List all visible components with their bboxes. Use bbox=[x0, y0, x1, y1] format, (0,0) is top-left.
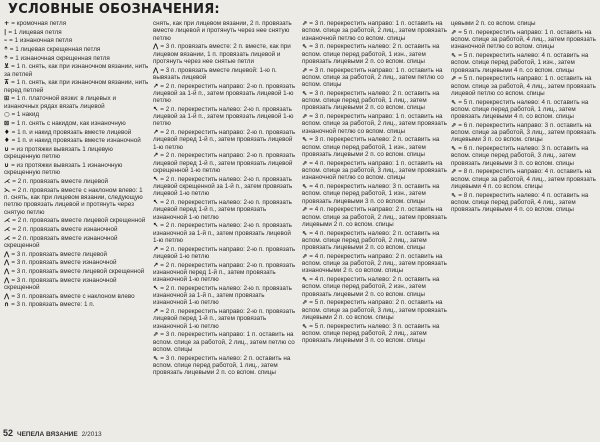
legend-entry bbox=[302, 253, 447, 275]
legend-entry bbox=[302, 206, 447, 228]
legend-column-3 bbox=[302, 20, 447, 422]
legend-text: = 2 п. провязать вместе изнаночной bbox=[12, 226, 118, 234]
legend-text: = 8 п. перекрестить направо: 4 п. оставить на вспом. спице за работой, 4 лиц., затем провязать лицевыми 4 п. со вспом. спицы bbox=[451, 168, 596, 190]
legend-text: снять, как при лицевом вязании, 2 п. провязать вместе лицевой и протянуть через нее снятую петлю bbox=[153, 20, 292, 42]
stitch-symbol-icon: ⇖ bbox=[302, 276, 308, 284]
legend-entry bbox=[302, 136, 447, 158]
legend-entry bbox=[451, 29, 596, 51]
stitch-symbol-icon: ○ bbox=[4, 111, 10, 119]
stitch-symbol-icon: ⇗ bbox=[302, 66, 308, 74]
legend-entry bbox=[302, 20, 447, 42]
legend-entry bbox=[4, 111, 149, 118]
stitch-symbol-icon: ⋀ bbox=[4, 250, 10, 258]
legend-text: = 1 накид bbox=[11, 111, 40, 119]
legend-entry bbox=[4, 301, 149, 308]
legend-text: = 3 п. провязать вместе с наклоном влево bbox=[11, 292, 135, 300]
legend-entry bbox=[153, 246, 298, 261]
legend-entry bbox=[4, 95, 149, 110]
page-number: 52 bbox=[3, 428, 14, 438]
legend-text: = 3 п. перекрестить направо: 1 п. оставить на вспом. спице за работой, 2 лиц., затем провязать изнаночной петлю со вспом. спицы bbox=[302, 20, 447, 42]
stitch-symbol-icon: ᛜ bbox=[4, 46, 8, 54]
legend-entry bbox=[153, 43, 298, 65]
legend-text: = 1 п. и накид провязать вместе изнаночной bbox=[11, 137, 141, 145]
stitch-symbol-icon: ↖ bbox=[153, 222, 159, 230]
legend-text: = 5 п. перекрестить налево: 3 п. оставить на вспом. спице перед работой, 2 лиц., затем провязать лицевыми 3 п. со вспом. спицы bbox=[302, 322, 440, 345]
stitch-symbol-icon: ↖ bbox=[153, 175, 159, 183]
legend-entry bbox=[451, 122, 596, 144]
stitch-symbol-icon: ⋀ bbox=[4, 259, 10, 267]
legend-text: = 1 лицевая петля bbox=[8, 28, 62, 36]
legend-text: = 3 п. перекрестить налево: 2 п. оставить на вспом. спице перед работой, 1 лиц., затем провязать лицевыми 2 п. со вспом. спицы bbox=[153, 354, 291, 377]
legend-text: = 2 п. провязать вместе изнаночной скрещенной bbox=[4, 234, 118, 250]
legend-text: = 5 п. перекрестить направо: 1 п. оставить на вспом. спице за работой, 4 лиц., затем провязать изнаночной петлю со вспом. спицы bbox=[451, 28, 596, 51]
legend-entry bbox=[153, 285, 298, 307]
stitch-symbol-icon: ↖ bbox=[153, 105, 159, 113]
legend-text: = 6 п. перекрестить направо: 3 п. оставить на вспом. спице за работой, 3 лиц., затем провязать лицевыми 3 п. со вспом. спицы bbox=[451, 121, 596, 144]
stitch-symbol-icon: ⇖ bbox=[302, 182, 308, 190]
stitch-symbol-icon: ⋀ bbox=[4, 276, 10, 284]
legend-entry bbox=[302, 230, 447, 252]
stitch-symbol-icon: ⊠ bbox=[4, 120, 10, 128]
legend-entry bbox=[4, 20, 149, 27]
legend-column-1 bbox=[4, 20, 149, 422]
legend-text: = 3 п. провязать вместе изнаночной bbox=[11, 259, 117, 267]
legend-columns bbox=[4, 20, 596, 422]
stitch-symbol-icon: ⇖ bbox=[302, 43, 308, 51]
stitch-symbol-icon: ⇖ bbox=[302, 229, 308, 237]
stitch-symbol-icon: ⋌ bbox=[4, 234, 11, 242]
stitch-symbol-icon: ↗ bbox=[153, 245, 159, 253]
journal-name: ЧЕПЕЛА ВЯЗАНИЕ bbox=[17, 431, 78, 438]
legend-text: = 2 п. перекрестить направо: 2-ю п. провязать изнаночной перед 1-й п., затем провязать изнаночной 1-ю петлю bbox=[153, 261, 296, 284]
legend-text: = кромочная петля bbox=[11, 20, 67, 27]
legend-text: = 2 п. перекрестить налево: 2-ю п. провязать изнаночной за 1-й п., затем провязать лицевой 1-ю петлю bbox=[153, 222, 292, 244]
legend-text: цевыми 2 п. со вспом. спицы bbox=[451, 20, 536, 27]
legend-text: = 3 п. провязать вместе изнаночной скрещенной bbox=[4, 276, 117, 292]
stitch-symbol-icon: ⇖ bbox=[302, 89, 308, 97]
legend-text: = 3 п. перекрестить направо: 1 п. оставить на вспом. спице за работой, 2 лиц., затем провязать изнаночной петлю со вспом. спицы bbox=[302, 113, 447, 135]
legend-entry bbox=[4, 146, 149, 161]
legend-text: = 5 п. перекрестить направо: 1 п. оставить на вспом. спице за работой, 4 лиц., затем провязать лицевой петлю со вспом. спицы bbox=[451, 75, 596, 97]
legend-entry bbox=[302, 323, 447, 345]
legend-entry bbox=[153, 20, 298, 42]
stitch-symbol-icon: ⇗ bbox=[153, 331, 159, 339]
legend-text: = 5 п. перекрестить направо: 2 п. оставить на вспом. спице за работой, 3 лиц., затем провязать лицевыми 2 п. со вспом. спицы bbox=[302, 299, 447, 321]
legend-entry bbox=[302, 183, 447, 205]
legend-entry bbox=[4, 63, 149, 78]
legend-entry bbox=[153, 222, 298, 244]
legend-text: = 2 п. перекрестить налево: 2-ю п. провязать изнаночной за 1-й п., затем провязать изнаночной 1-ю петлю bbox=[153, 284, 292, 307]
legend-text: = 2 п. перекрестить налево: 2-ю п. провязать лицевой за 1-й п., затем провязать лицевой 1-ю петлю bbox=[153, 105, 294, 128]
legend-entry bbox=[4, 162, 149, 177]
legend-entry bbox=[4, 293, 149, 300]
legend-text: = 3 п. перекрестить налево: 2 п. оставить на вспом. спице перед работой, 1 изн., затем провязать лицевыми 2 п. со вспом. спицы bbox=[302, 136, 440, 158]
stitch-symbol-icon: ↖ bbox=[153, 284, 159, 292]
legend-text: = 1 изнаночная петля bbox=[9, 37, 73, 45]
legend-text: = 2 п. перекрестить направо: 2-ю п. провязать лицевой 1-ю петлю bbox=[153, 245, 296, 260]
legend-entry bbox=[4, 46, 149, 53]
legend-text: = 2 п. перекрестить направо: 2-ю п. провязать лицевой перед 1-й п., затем провязать изнаночной 1-ю петлю bbox=[153, 308, 296, 330]
legend-text: = 1 п. снять, как при изнаночном вязании, нить за петлей bbox=[4, 63, 149, 78]
stitch-symbol-icon: ⋋ bbox=[4, 186, 11, 194]
legend-text: = 3 п. перекрестить направо: 1 п. оставить на вспом. спице за работой, 2 лиц., затем петлю со вспом. спицы bbox=[302, 66, 444, 89]
legend-text: = 3 п. провязать вместе лицевой bbox=[11, 250, 108, 258]
legend-entry bbox=[4, 235, 149, 250]
stitch-symbol-icon: ⇖ bbox=[451, 191, 457, 199]
legend-entry bbox=[4, 251, 149, 258]
stitch-symbol-icon: ⇗ bbox=[451, 75, 457, 83]
legend-entry bbox=[153, 129, 298, 151]
stitch-symbol-icon: ∩ bbox=[4, 301, 10, 309]
stitch-symbol-icon: ⇗ bbox=[302, 159, 308, 167]
legend-text: = 2 п. перекрестить направо: 2-ю п. провязать лицевой перед 1-й п., затем провязать лицевой 1-ю петлю bbox=[153, 129, 296, 151]
legend-entry bbox=[302, 43, 447, 65]
legend-entry bbox=[153, 262, 298, 284]
legend-text: = 3 п. перекрестить налево: 2 п. оставить на вспом. спице перед работой, 1 лиц., затем провязать лицевыми 2 п. со вспом. спицы bbox=[302, 89, 440, 112]
stitch-symbol-icon: ⋌ bbox=[4, 178, 11, 186]
legend-entry bbox=[4, 187, 149, 216]
legend-entry bbox=[451, 75, 596, 97]
legend-text: = 1 п. снять с накидом, как изнаночную bbox=[11, 120, 126, 128]
legend-column-2 bbox=[153, 20, 298, 422]
stitch-symbol-icon: ⋌ bbox=[4, 226, 11, 234]
legend-entry bbox=[153, 106, 298, 128]
legend-entry bbox=[4, 129, 149, 136]
legend-entry bbox=[153, 331, 298, 353]
legend-entry bbox=[4, 79, 149, 94]
legend-text: = 1 п. снять, как при изнаночном вязании, нить перед петлей bbox=[4, 79, 149, 94]
stitch-symbol-icon: ⋌ bbox=[4, 217, 11, 225]
stitch-symbol-icon: ∪ bbox=[4, 146, 10, 154]
legend-text: = 4 п. перекрестить направо: 1 п. оставить на вспом. спице за работой, 3 лиц., затем провязать изнаночной петлю со вспом. спицы bbox=[302, 159, 447, 182]
legend-text: = 2 п. перекрестить налево: 2-ю п. провязать лицевой перед 1-й п., затем провязать изнаночной 1-ю петлю bbox=[153, 198, 292, 221]
legend-entry bbox=[302, 90, 447, 112]
stitch-symbol-icon: ⇖ bbox=[302, 136, 308, 144]
legend-text: = 1 изнаночная скрещенная петля bbox=[9, 54, 110, 62]
legend-entry bbox=[153, 308, 298, 330]
legend-text: = 5 п. перекрестить налево: 4 п. оставить на вспом. спице перед работой, 1 лиц., затем провязать лицевыми 4 п. со вспом. спицы bbox=[451, 98, 589, 121]
issue-number: 2/2013 bbox=[81, 431, 102, 438]
legend-entry bbox=[451, 168, 596, 190]
legend-entry bbox=[4, 277, 149, 292]
legend-text: = 3 п. провязать вместе: 2 п. вместе, как при лицевом вязании, 1 п. провязать лицевой и протянуть через нее снятые петли bbox=[153, 43, 291, 65]
stitch-symbol-icon: ⇗ bbox=[451, 168, 457, 176]
legend-text: = 2 п. провязать вместе лицевой bbox=[12, 178, 108, 186]
legend-entry bbox=[4, 120, 149, 127]
stitch-symbol-icon: ♦ bbox=[4, 137, 10, 145]
page-footer bbox=[3, 428, 102, 438]
stitch-symbol-icon: ⇗ bbox=[302, 206, 308, 214]
legend-text: = 4 п. перекрестить налево: 3 п. оставить на вспом. спице перед работой, 1 изн., затем провязать лицевыми 3 п. со вспом. спицы bbox=[302, 182, 440, 205]
legend-entry bbox=[4, 137, 149, 144]
legend-entry bbox=[153, 83, 298, 105]
stitch-symbol-icon: ⋀ bbox=[4, 292, 10, 300]
legend-entry bbox=[302, 276, 447, 298]
stitch-symbol-icon: ↗ bbox=[153, 308, 159, 316]
stitch-symbol-icon: ⇗ bbox=[302, 113, 308, 121]
legend-text: = 1 п. и накид провязать вместе лицевой bbox=[11, 128, 132, 136]
stitch-symbol-icon: ⊼ bbox=[4, 79, 10, 87]
legend-text: = 2 п. перекрестить налево: 2-ю п. провязать лицевой скрещенной за 1-й п., затем провязать лицевой 1-ю петлю bbox=[153, 175, 293, 198]
legend-entry bbox=[302, 299, 447, 321]
legend-text: = 4 п. перекрестить налево: 2 п. оставить на вспом. спице перед работой, 2 лиц., затем провязать лицевыми 2 п. со вспом. спицы bbox=[302, 229, 440, 252]
legend-entry bbox=[153, 67, 298, 82]
legend-text: = 4 п. перекрестить направо: 2 п. оставить на вспом. спице за работой, 2 лиц., затем провязать изнаночными 2 п. со вспом. спицы bbox=[302, 252, 447, 275]
legend-text: = из протяжки вывязать 1 лицевую скрещенную петлю bbox=[4, 146, 113, 161]
legend-text: = из протяжки вывязать 1 изнаночную скрещенную петлю bbox=[4, 162, 123, 177]
legend-entry bbox=[4, 259, 149, 266]
legend-entry bbox=[302, 160, 447, 182]
stitch-symbol-icon: ⇗ bbox=[302, 299, 308, 307]
stitch-symbol-icon: ⋀ bbox=[153, 66, 159, 74]
legend-text: = 3 п. провязать вместе лицевой скрещенной bbox=[11, 268, 145, 276]
legend-entry bbox=[451, 99, 596, 121]
legend-entry bbox=[451, 145, 596, 167]
legend-text: = 3 п. перекрестить направо: 1 п. оставить на вспом. спице за работой, 2 лиц., затем петлю со вспом. спицы bbox=[153, 331, 295, 353]
legend-text: = 3 п. провязать вместе лицевой: 1-ю п. вывязать лицевой bbox=[153, 66, 277, 81]
stitch-symbol-icon: ⇖ bbox=[451, 98, 457, 106]
legend-entry bbox=[451, 192, 596, 214]
stitch-symbol-icon: ⇖ bbox=[451, 51, 457, 59]
legend-text: = 5 п. перекрестить налево: 4 п. оставить на вспом. спице перед работой, 1 изн., затем провязать лицевыми 4 п. со вспом. спицы bbox=[451, 51, 589, 74]
legend-text: = 3 п. провязать вместе: 1 п. bbox=[11, 301, 95, 309]
stitch-symbol-icon: ↗ bbox=[153, 82, 159, 90]
stitch-symbol-icon: ↗ bbox=[153, 261, 159, 269]
stitch-symbol-icon: ∪ bbox=[4, 162, 10, 170]
stitch-symbol-icon: ⇗ bbox=[302, 252, 308, 260]
legend-entry bbox=[4, 226, 149, 233]
stitch-symbol-icon: – bbox=[4, 37, 8, 45]
legend-entry bbox=[451, 20, 596, 27]
legend-entry bbox=[451, 52, 596, 74]
legend-text: = 1 п. платочной вязки: в лицевых и изнаночных рядах вязать лицевой bbox=[4, 95, 116, 110]
stitch-symbol-icon: ⇖ bbox=[451, 145, 457, 153]
stitch-symbol-icon: ⊻ bbox=[4, 63, 10, 71]
legend-column-4 bbox=[451, 20, 596, 422]
legend-entry bbox=[153, 355, 298, 377]
legend-text: = 3 п. перекрестить налево: 2 п. оставить на вспом. спице перед работой, 1 изн., затем провязать лицевыми 2 п. со вспом. спицы bbox=[302, 43, 440, 65]
stitch-symbol-icon: ⊞ bbox=[4, 95, 10, 103]
stitch-symbol-icon: ↗ bbox=[153, 129, 159, 137]
legend-entry bbox=[4, 217, 149, 224]
stitch-symbol-icon: ↖ bbox=[153, 198, 159, 206]
legend-text: = 2 п. перекрестить направо: 2-ю п. провязать лицевой перед 1-й п., затем провязать лицевой скрещенной 1-ю петлю bbox=[153, 152, 296, 174]
stitch-symbol-icon: ⇗ bbox=[302, 20, 308, 27]
legend-entry bbox=[4, 268, 149, 275]
stitch-symbol-icon: ⇗ bbox=[451, 121, 457, 129]
page-title: УСЛОВНЫЕ ОБОЗНАЧЕНИЯ: bbox=[8, 2, 220, 17]
legend-entry bbox=[4, 29, 149, 36]
legend-entry bbox=[302, 67, 447, 89]
stitch-symbol-icon: ⋀ bbox=[153, 43, 159, 51]
stitch-symbol-icon: ↗ bbox=[153, 152, 159, 160]
legend-entry bbox=[4, 55, 149, 62]
stitch-symbol-icon: ⋀ bbox=[4, 268, 10, 276]
legend-entry bbox=[4, 178, 149, 185]
stitch-symbol-icon: ⇖ bbox=[302, 322, 308, 330]
legend-entry bbox=[153, 199, 298, 221]
legend-text: = 6 п. перекрестить налево: 3 п. оставить на вспом. спице перед работой, 3 лиц., затем провязать лицевыми 3 п. со вспом. спицы bbox=[451, 145, 589, 167]
legend-text: = 2 п. провязать вместе с наклоном влево: 1 п. снять, как при лицевом вязании, следующую петлю провязать лицевой и протянуть через снятую петлю bbox=[4, 186, 143, 216]
legend-text: = 1 лицевая скрещенная петля bbox=[9, 46, 101, 54]
legend-entry bbox=[153, 152, 298, 174]
stitch-symbol-icon: ⇖ bbox=[153, 354, 159, 362]
stitch-symbol-icon: ♦ bbox=[4, 128, 10, 136]
legend-text: = 8 п. перекрестить налево: 4 п. оставить на вспом. спице перед работой, 4 лиц., затем провязать лицевыми 4 п. со вспом. спицы bbox=[451, 191, 589, 214]
legend-text: = 4 п. перекрестить налево: 2 п. оставить на вспом. спице перед работой, 2 изн., затем провязать лицевыми 2 п. со вспом. спицы bbox=[302, 276, 440, 298]
legend-text: = 2 п. перекрестить направо: 2-ю п. провязать лицевой за 1-й п., затем провязать лицевой 1-ю петлю bbox=[153, 82, 296, 105]
stitch-symbol-icon: ⇗ bbox=[451, 28, 457, 36]
legend-text: = 2 п. провязать вместе лицевой скрещенной bbox=[12, 217, 146, 225]
legend-text: = 4 п. перекрестить направо: 2 п. оставить на вспом. спице за работой, 2 лиц., затем провязать лицевыми 2 п. со вспом. спицы bbox=[302, 206, 447, 228]
stitch-symbol-icon: + bbox=[4, 20, 10, 27]
stitch-symbol-icon: ᛜ bbox=[4, 54, 8, 62]
legend-entry bbox=[4, 37, 149, 44]
legend-entry bbox=[153, 176, 298, 198]
legend-entry bbox=[302, 113, 447, 135]
stitch-symbol-icon: | bbox=[4, 28, 7, 36]
